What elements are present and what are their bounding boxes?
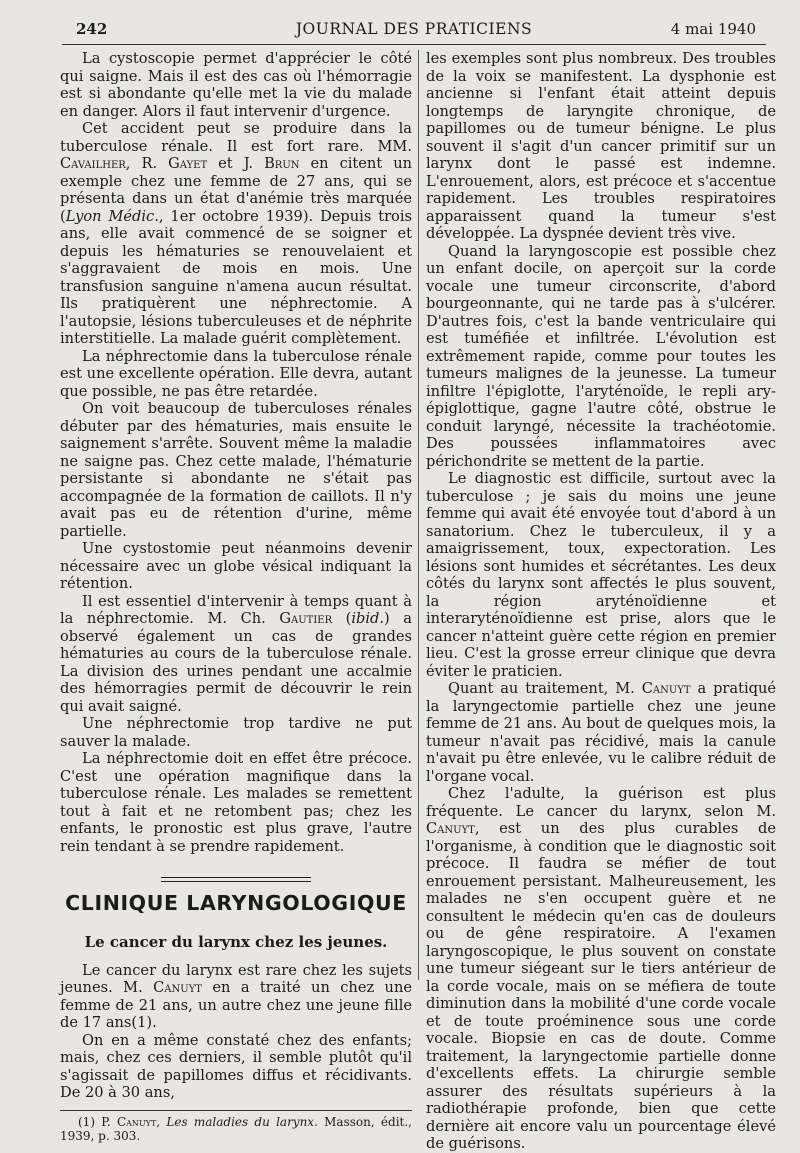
paragraph: Le diagnostic est difficile, surtout avec la tuberculose ; je sais du moins une jeune femme qui avait été envoyée tout d'abord à un sanatorium. Chez le tuberculeux, il y a amaigrissement, toux, expectoration. Les lésions sont humides et sécrétantes. Les deux côtés du larynx sont affectés le plus souvent, la région aryténoïdienne et interaryténoïdienne est prise, alors que le cancer n'atteint guère cette région en premier lieu. C'est la grosse erreur clinique que devra éviter le praticien. — [426, 470, 776, 680]
paragraph: Chez l'adulte, la guérison est plus fréquente. Le cancer du larynx, selon M. Canuyt, est un des plus curables de l'organisme, à condition que le diagnostic soit précoce. Il faudra se méfier de tout enrouement persistant. Malheureusement, les malades ne s'en occupent guère et ne consultent le médecin qu'en cas de douleurs ou de gêne respiratoire. A l'examen laryngoscopique, le plus souvent on constate une tumeur siégeant sur le tiers antérieur de la corde vocale, mais on se méfiera de toute diminution dans la mobilité d'une corde vocale et de toute proéminence sous une corde vocale. Biopsie en cas de doute. Comme traitement, la laryngectomie partielle donne d'excellents effets. La chirurgie semble assurer des résultats supérieurs à la radiothérapie profonde, bien que cette dernière ait encore valu un pourcentage élevé de guérisons. — [426, 785, 776, 1152]
author-name: Gayet — [168, 155, 208, 172]
issue-date: 4 mai 1940 — [670, 20, 756, 38]
author-name: Gautier — [279, 610, 333, 627]
author-name: Cavailher — [60, 155, 126, 172]
author-name: Canuyt — [426, 820, 475, 837]
paragraph: Il est essentiel d'intervenir à temps quant à la néphrectomie. M. Ch. Gautier (ibid.) a observé également un cas de grandes hématuries au cours de la tuberculose rénale. La division des urines pendant une accalmie des hémorragies permit de découvrir le rein qui avait saigné. — [60, 592, 412, 715]
paragraph: La cystoscopie permet d'apprécier le côté qui saigne. Mais il est des cas où l'hémorragie est si abondante qu'elle met la vie du malade en danger. Alors il faut intervenir d'urgence. — [60, 50, 412, 120]
paragraph: Le cancer du larynx est rare chez les sujets jeunes. M. Canuyt en a traité un chez une femme de 21 ans, un autre chez une jeune fille de 17 ans(1). — [60, 961, 412, 1031]
page-number: 242 — [76, 20, 108, 38]
paragraph: La néphrectomie doit en effet être précoce. C'est une opération magnifique dans la tuberculose rénale. Les malades se remettent tout à fait et ne retombent pas; chez les enfants, le pronostic est plus grave, l'autre rein tendant à se prendre rapidement. — [60, 750, 412, 855]
paragraph: Quand la laryngoscopie est possible chez un enfant docile, on aperçoit sur la corde vocale une tumeur circonscrite, d'abord bourgeonnante, qui ne tarde pas à s'ulcérer. D'autres fois, c'est la bande ventriculaire qui est tuméfiée et infiltrée. L'évolution est extrêmement rapide, comme pour toutes les tumeurs malignes de la jeunesse. La tumeur infiltre l'épiglotte, l'aryténoïde, le repli ary-épiglottique, gagne l'autre côté, obstrue le conduit laryngé, nécessite la trachéotomie. Des poussées inflammatoires avec périchondrite se mettent de la partie. — [426, 242, 776, 470]
journal-reference: Lyon Médic. — [65, 207, 159, 225]
left-column — [60, 50, 412, 1143]
journal-title: JOURNAL DES PRATICIENS — [295, 20, 533, 38]
paragraph: les exemples sont plus nombreux. Des troubles de la voix se manifestent. La dysphonie est ancienne si l'enfant était atteint depuis longtemps de laryngite chronique, de papillomes ou de tumeur bénigne. Le plus souvent il s'agit d'un cancer primitif sur un larynx dont le passé est indemne. L'enrouement, alors, est précoce et s'accentue rapidement. Les troubles respiratoires apparaissent quand la tumeur s'est développée. La dyspnée devient très vive. — [426, 50, 776, 242]
author-name: Canuyt — [641, 680, 691, 697]
paragraph: On voit beaucoup de tuberculoses rénales débuter par des hématuries, mais ensuite le saignement s'arrête. Souvent même la maladie ne saigne pas. Chez cette malade, l'hématurie persistante si abondante ne s'était pas accompagnée de la formation de caillots. Il n'y avait pas eu de rétention d'urine, même partielle. — [60, 400, 412, 540]
paragraph: Une cystostomie peut néanmoins devenir nécessaire avec un globe vésical indiquant la rétention. — [60, 540, 412, 592]
section-rule — [161, 877, 311, 882]
section-title: CLINIQUE LARYNGOLOGIQUE — [65, 891, 407, 915]
article-title: Le cancer du larynx chez les jeunes. — [84, 933, 388, 951]
page-header — [62, 14, 766, 45]
paragraph: Quant au traitement, M. Canuyt a pratiqué la laryngectomie partielle chez une jeune femme de 21 ans. Au bout de quelques mois, la tumeur n'avait pas récidivé, mais la canule n'avait pu être enlevée, vu le calibre réduit de l'organe vocal. — [426, 680, 776, 785]
right-column — [426, 50, 776, 1153]
paragraph: Cet accident peut se produire dans la tuberculose rénale. Il est fort rare. MM. Cavailher, R. Gayet et J. Brun en citent un exemple chez une femme de 27 ans, qui se présenta dans un état d'anémie très marquée (Lyon Médic., 1er octobre 1939). Depuis trois ans, elle avait commencé de se soigner et depuis les hématuries se renouvelaient et s'aggravaient de mois en mois. Une transfusion sanguine n'amena aucun résultat. Ils pratiquèrent une néphrectomie. A l'autopsie, lésions tuberculeuses et de néphrite interstitielle. La malade guérit complètement. — [60, 120, 413, 347]
author-name: Canuyt — [153, 979, 202, 996]
paragraph: On en a même constaté chez des enfants; mais, chez ces derniers, il semble plutôt qu'il s'agissait de papillomes diffus et récidivants. De 20 à 30 ans, — [60, 1031, 412, 1101]
ibid-reference: ibid. — [351, 610, 385, 627]
footnote-rule — [60, 1110, 412, 1111]
paragraph: Une néphrectomie trop tardive ne put sauver la malade. — [60, 715, 412, 750]
paragraph: La néphrectomie dans la tuberculose rénale est une excellente opération. Elle devra, autant que possible, ne pas être retardée. — [60, 347, 412, 400]
column-divider — [418, 50, 419, 980]
author-name: Brun — [264, 155, 300, 172]
footnote: (1) P. Canuyt, Les maladies du larynx. Masson, édit., 1939, p. 303. — [60, 1114, 412, 1143]
